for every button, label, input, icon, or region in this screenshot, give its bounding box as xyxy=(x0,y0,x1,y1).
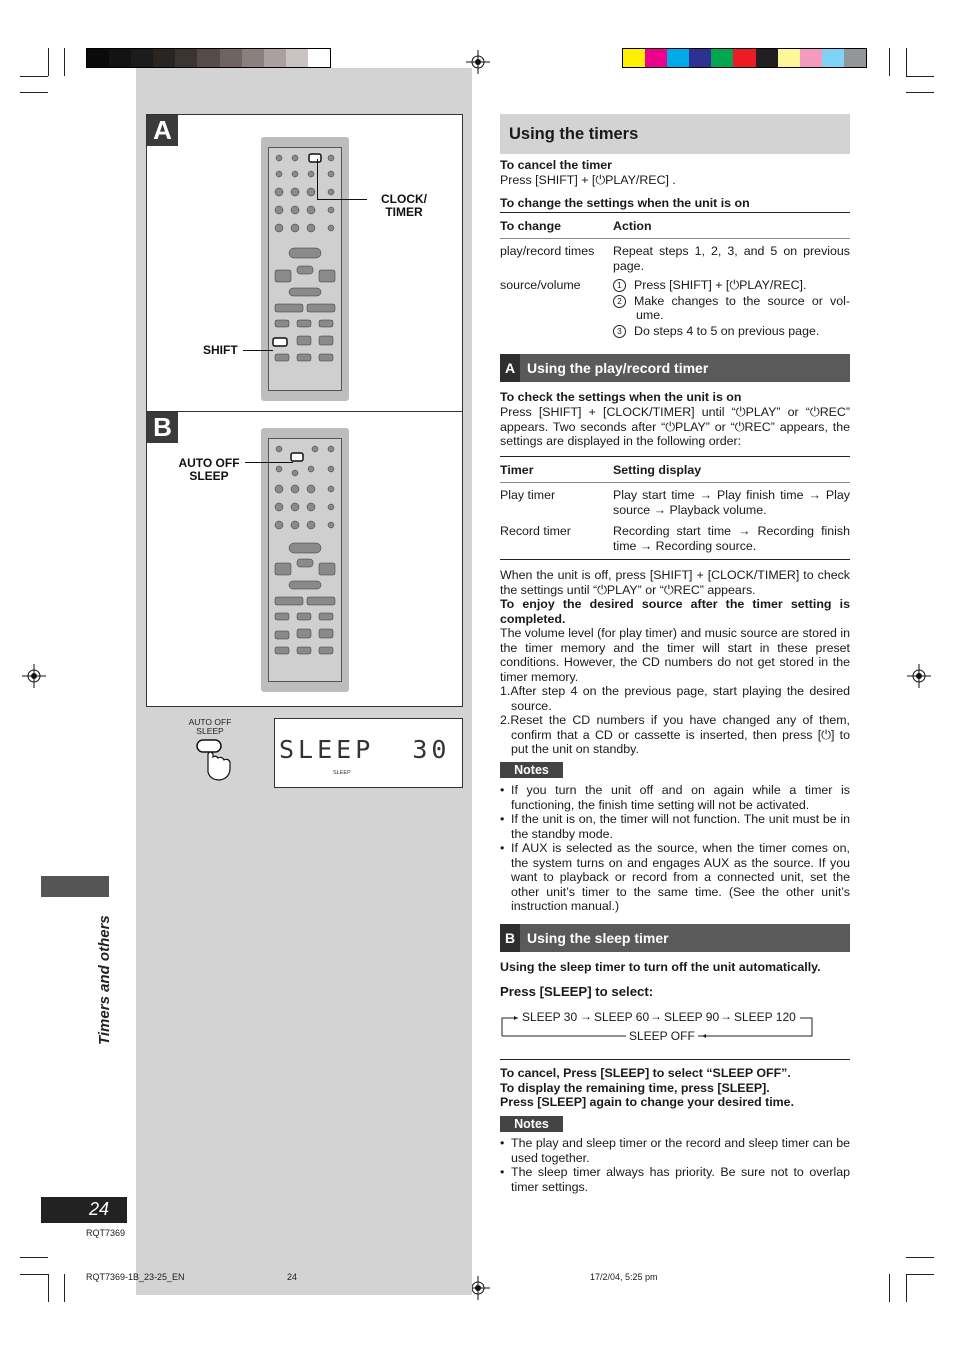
color-swatch xyxy=(667,49,689,67)
color-swatch xyxy=(778,49,800,67)
remote-control-illustration xyxy=(261,428,349,692)
sleep-rule xyxy=(500,1059,850,1060)
notes-list-a xyxy=(500,783,850,914)
note-text: If you turn the unit off and on again while a timer is functioning, the finish time setting will not be activated. xyxy=(511,783,850,812)
change-table-top-rule xyxy=(500,212,850,213)
change-col-action: Action xyxy=(613,219,652,233)
gray-swatch xyxy=(131,49,153,67)
change-heading: To change the settings when the unit is on xyxy=(500,196,750,210)
remote-button-grid xyxy=(268,147,342,391)
timer-col-timer: Timer xyxy=(500,463,534,477)
remote-button-grid xyxy=(268,438,342,682)
color-swatch xyxy=(756,49,778,67)
doc-code: RQT7369 xyxy=(86,1228,126,1238)
gray-swatch xyxy=(109,49,131,67)
notes-label-a: Notes xyxy=(500,762,563,778)
sleep-cycle-diagram xyxy=(500,1006,820,1046)
page-number-box xyxy=(41,1197,127,1223)
enjoy-body: The volume level (for play timer) and music source are stored in the timer memory and the timer will start in these preset conditions. However, the CD numbers do not get stored in the timer memory. xyxy=(500,626,850,684)
step-text: Press [SHIFT] + [⏻PLAY/REC]. xyxy=(634,278,807,292)
cycle-arrow-icon: → xyxy=(720,1009,732,1023)
timer-table-header-rule xyxy=(500,482,850,483)
color-swatch xyxy=(623,49,645,67)
cycle-step: SLEEP 30 xyxy=(522,1010,578,1024)
color-swatch xyxy=(800,49,822,67)
side-tab-label: Timers and others xyxy=(96,915,113,1045)
check-heading: To check the settings when the unit is on xyxy=(500,390,742,404)
step-number: 2 xyxy=(613,295,626,308)
cancel-heading: To cancel the timer xyxy=(500,158,613,172)
step-number: 1 xyxy=(613,279,626,292)
gray-swatch xyxy=(242,49,264,67)
subsection-b-title: Using the sleep timer xyxy=(527,930,669,946)
enjoy-heading: To enjoy the desired source after the timer setting is completed. xyxy=(500,597,850,626)
page-number: 24 xyxy=(88,1199,109,1219)
section-title: Using the timers xyxy=(509,125,639,143)
sleep-cancel-line: To cancel, Press [SLEEP] to select “SLEEP OFF”. xyxy=(500,1066,791,1080)
callout-line-shift xyxy=(243,350,273,351)
callout-line-clock-v xyxy=(317,159,318,199)
sleep-display-panel xyxy=(274,718,463,788)
section-title-bar xyxy=(500,114,850,154)
cycle-step: SLEEP 90 xyxy=(664,1010,720,1024)
timer-table-top-rule xyxy=(500,456,850,457)
note-item: • The sleep timer always has priority. Be sure not to overlap timer settings. xyxy=(500,1165,850,1194)
change-row1-label: play/record times xyxy=(500,244,595,258)
step-text: Make changes to the source or vol- ume. xyxy=(634,293,850,322)
timer-row1-label: Play timer xyxy=(500,488,556,502)
enjoy-steps xyxy=(500,684,850,757)
remote-buttons-icon xyxy=(269,439,341,681)
notes-label-b: Notes xyxy=(500,1116,563,1132)
note-text: The sleep timer always has priority. Be sure not to overlap timer settings. xyxy=(511,1165,850,1194)
gray-swatch xyxy=(87,49,109,67)
note-text: If AUX is selected as the source, when the timer comes on, the system turns on and engages AUX as the source. If you want to playback or record from a connected unit, set the other unit’s timer to the same time. (See the other unit’s instruction manual.) xyxy=(511,841,850,913)
sleep-cancel-line: To display the remaining time, press [SLEEP]. xyxy=(500,1080,770,1095)
sleep-press: Press [SLEEP] to select: xyxy=(500,984,654,999)
callout-clock-timer: CLOCK/ TIMER xyxy=(381,192,427,219)
change-row2-label: source/volume xyxy=(500,278,581,292)
sleep-display-indicator: SLEEP xyxy=(333,770,351,776)
color-swatch xyxy=(733,49,755,67)
note-item: • The play and sleep timer or the record and sleep timer can be used together. xyxy=(500,1136,850,1165)
callout-shift: SHIFT xyxy=(203,343,238,357)
callout-line-sleep xyxy=(245,462,293,463)
step-item xyxy=(613,324,850,339)
registration-target xyxy=(907,664,931,688)
note-item: • If you turn the unit off and on again while a timer is functioning, the finish time setting will not be activated. xyxy=(500,783,850,812)
note-item: • If AUX is selected as the source, when the timer comes on, the system turns on and engages AUX as the source. If you want to playback or record from a connected unit, set the other unit’s timer to the same time. (See the other unit’s instruction manual.) xyxy=(500,841,850,913)
step-number: 3 xyxy=(613,325,626,338)
gray-swatch xyxy=(286,49,308,67)
cycle-step: SLEEP 60 xyxy=(594,1010,650,1024)
change-table-header-rule xyxy=(500,238,850,239)
callout-auto-off-sleep: AUTO OFF SLEEP xyxy=(178,456,240,483)
off-check-text: When the unit is off, press [SHIFT] + [CLOCK/TIMER] to check the settings until “⏻PLAY” or “⏻REC” appears. xyxy=(500,568,850,597)
sleep-cancel-lines xyxy=(500,1066,850,1110)
color-swatch xyxy=(711,49,733,67)
step-item: 2.Reset the CD numbers if you have changed any of them, confirm that a CD or cassette is inserted, then press [⏻] to put the unit on standby. xyxy=(500,713,850,756)
cycle-arrow-icon: → xyxy=(580,1009,592,1023)
change-row1-action: Repeat steps 1, 2, 3, and 5 on previous page. xyxy=(613,244,850,273)
note-text: The play and sleep timer or the record and sleep timer can be used together. xyxy=(511,1136,850,1165)
subsection-a-title: Using the play/record timer xyxy=(527,360,709,376)
subsection-b-bar xyxy=(500,924,850,952)
gray-swatch xyxy=(220,49,242,67)
footer-page: 24 xyxy=(287,1272,298,1282)
sleep-intro: Using the sleep timer to turn off the unit automatically. xyxy=(500,960,821,974)
panel-letter-a: A xyxy=(147,115,178,146)
timer-row2-value: Recording start time → Recording finish time → Recording source. xyxy=(613,524,850,553)
color-swatch xyxy=(645,49,667,67)
step-item: 1.After step 4 on the previous page, start playing the desired source. xyxy=(500,684,850,713)
timer-row2-label: Record timer xyxy=(500,524,571,538)
timer-table-bottom-rule xyxy=(500,559,850,560)
notes-list-b xyxy=(500,1136,850,1194)
panel-letter-b: B xyxy=(147,412,178,443)
finger-press-icon xyxy=(186,738,236,782)
callout-line-clock xyxy=(317,199,367,200)
footer-date: 17/2/04, 5:25 pm xyxy=(590,1272,658,1282)
sleep-button-label: AUTO OFF SLEEP xyxy=(188,717,232,736)
subsection-a-letter: A xyxy=(500,354,520,382)
gray-swatch xyxy=(175,49,197,67)
registration-target xyxy=(22,664,46,688)
color-swatch xyxy=(689,49,711,67)
gray-swatch xyxy=(264,49,286,67)
step-item xyxy=(613,294,850,323)
cycle-step: SLEEP 120 xyxy=(734,1010,796,1024)
color-bar xyxy=(622,48,867,68)
cycle-off: SLEEP OFF xyxy=(626,1029,698,1043)
footer-file: RQT7369-1B_23-25_EN xyxy=(86,1272,185,1282)
cancel-body: Press [SHIFT] + [⏻PLAY/REC] . xyxy=(500,173,676,187)
sleep-cancel-line: Press [SLEEP] again to change your desired time. xyxy=(500,1095,795,1109)
figure-panel-b xyxy=(146,411,463,707)
color-swatch xyxy=(822,49,844,67)
gray-scale-bar xyxy=(86,48,331,68)
color-swatch xyxy=(844,49,866,67)
step-item xyxy=(613,278,850,293)
cycle-arrow-icon: → xyxy=(650,1009,662,1023)
gray-swatch xyxy=(308,49,330,67)
timer-col-setting: Setting display xyxy=(613,463,702,477)
change-col-to-change: To change xyxy=(500,219,562,233)
sleep-display-text: SLEEP 30 xyxy=(279,735,451,764)
gray-swatch xyxy=(197,49,219,67)
sleep-button-illustration xyxy=(186,718,236,782)
step-text: Do steps 4 to 5 on previous page. xyxy=(634,323,820,338)
note-text: If the unit is on, the timer will not function. The unit must be in the standby mode. xyxy=(511,812,850,841)
gray-swatch xyxy=(153,49,175,67)
subsection-b-letter: B xyxy=(500,924,520,952)
check-body: Press [SHIFT] + [CLOCK/TIMER] until “⏻PLAY” or “⏻REC” appears. Two seconds after “⏻PLAY” or “⏻REC” appears, the settings are displayed in the following order: xyxy=(500,405,850,448)
note-item: • If the unit is on, the timer will not function. The unit must be in the standby mode. xyxy=(500,812,850,841)
change-row2-steps xyxy=(613,278,850,338)
timer-row1-value: Play start time → Play finish time → Play source → Playback volume. xyxy=(613,488,850,517)
subsection-a-bar xyxy=(500,354,850,382)
remote-control-illustration xyxy=(261,137,349,401)
figure-panel-a xyxy=(146,114,463,412)
remote-buttons-icon xyxy=(269,148,341,390)
